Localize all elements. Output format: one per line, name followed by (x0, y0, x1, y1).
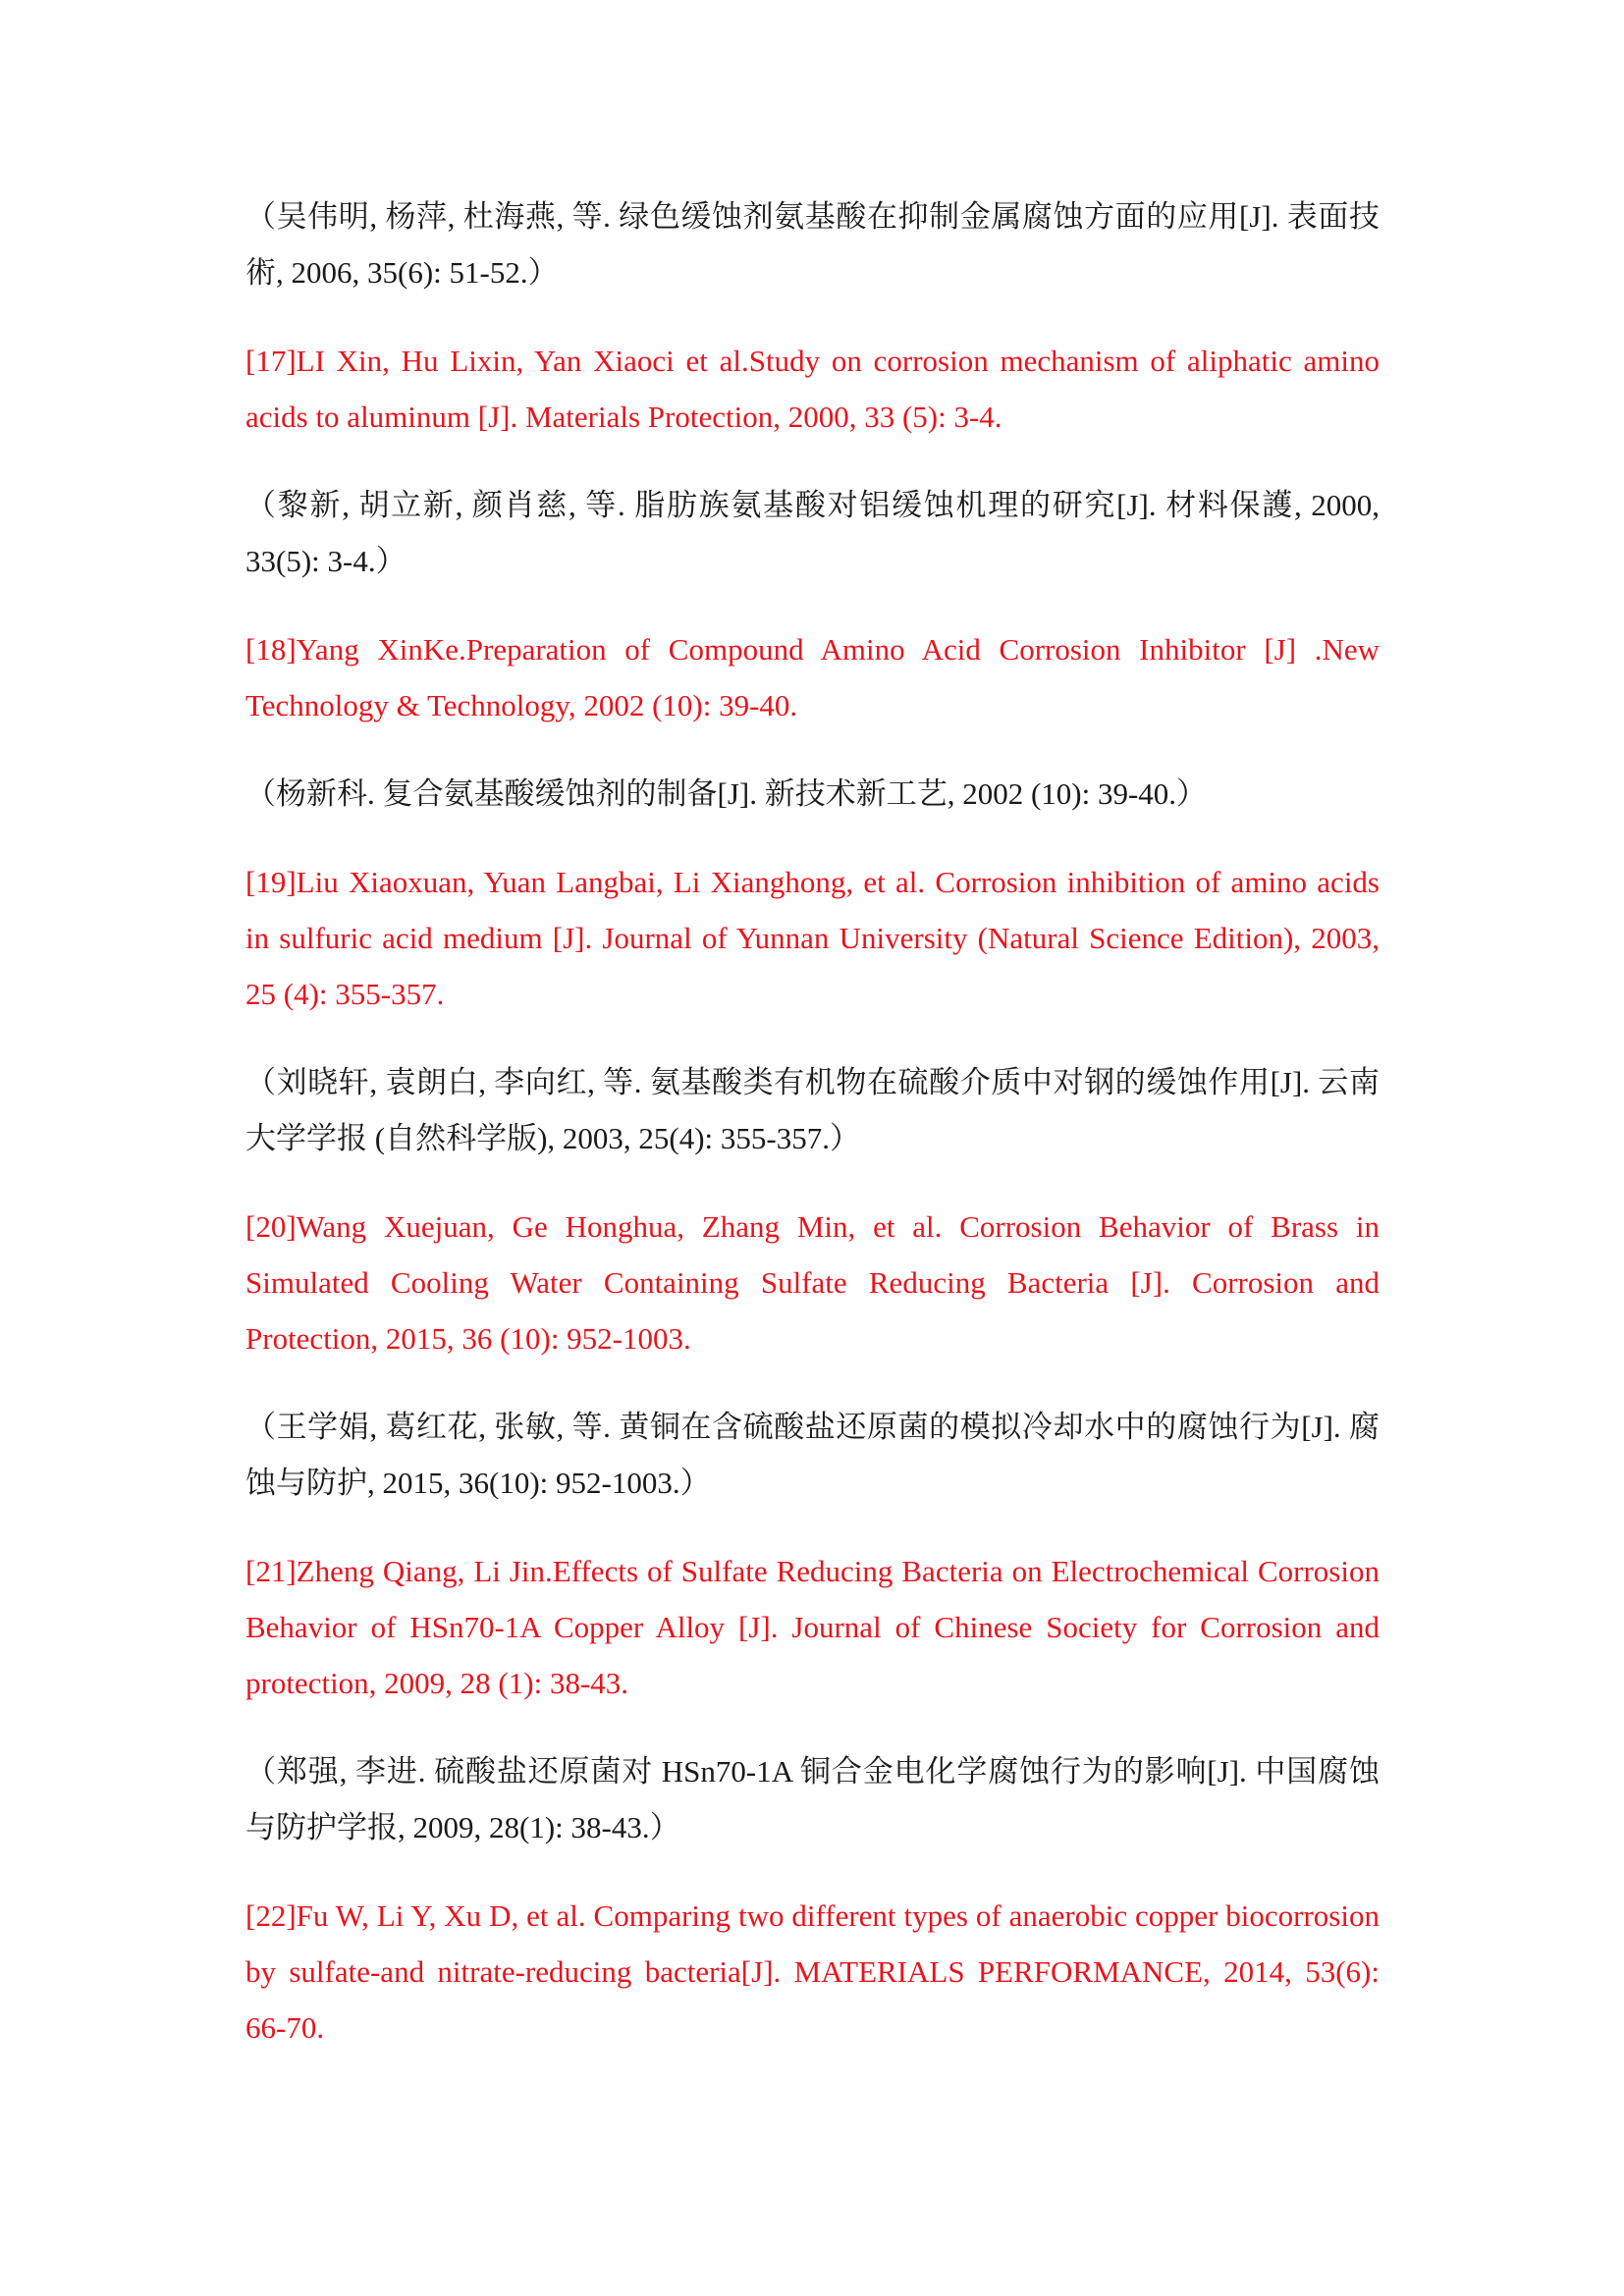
reference-21-english: [21]Zheng Qiang, Li Jin.Effects of Sulfate Reducing Bacteria on Electrochemical Corrosion Behavior of HSn70-1A Copper Alloy [J]. Journal of Chinese Society for Corrosion and protection, 2009, 28 (1): 38-43. (245, 1554, 1380, 1700)
reference-18-english: [18]Yang XinKe.Preparation of Compound Amino Acid Corrosion Inhibitor [J] .New Technology & Technology, 2002 (10): 39-40. (245, 632, 1380, 722)
reference-19-chinese: （刘晓轩, 袁朗白, 李向红, 等. 氨基酸类有机物在硫酸介质中对钢的缓蚀作用[J]. 云南大学学报 (自然科学版), 2003, 25(4): 355-357.） (245, 1065, 1380, 1155)
reference-22-english: [22]Fu W, Li Y, Xu D, et al. Comparing two different types of anaerobic copper biocorrosion by sulfate-and nitrate-reducing bacteria[J]. MATERIALS PERFORMANCE, 2014, 53(6): 66-70. (245, 1898, 1380, 2045)
reference-20-english: [20]Wang Xuejuan, Ge Honghua, Zhang Min, et al. Corrosion Behavior of Brass in Simulated Cooling Water Containing Sulfate Reducing Bacteria [J]. Corrosion and Protection, 2015, 36 (10): 952-1003. (245, 1209, 1380, 1356)
reference-17-chinese: （黎新, 胡立新, 颜肖慈, 等. 脂肪族氨基酸对铝缓蚀机理的研究[J]. 材料保護, 2000, 33(5): 3-4.） (245, 488, 1380, 578)
reference-20-chinese: （王学娟, 葛红花, 张敏, 等. 黄铜在含硫酸盐还原菌的模拟冷却水中的腐蚀行为[J]. 腐蚀与防护, 2015, 36(10): 952-1003.） (245, 1410, 1380, 1500)
reference-16-chinese: （吴伟明, 杨萍, 杜海燕, 等. 绿色缓蚀剂氨基酸在抑制金属腐蚀方面的应用[J]. 表面技術, 2006, 35(6): 51-52.） (245, 199, 1380, 290)
reference-18-chinese: （杨新科. 复合氨基酸缓蚀剂的制备[J]. 新技术新工艺, 2002 (10): 39-40.） (245, 776, 1208, 811)
reference-17-english: [17]LI Xin, Hu Lixin, Yan Xiaoci et al.Study on corrosion mechanism of aliphatic amino acids to aluminum [J]. Materials Protection, 2000, 33 (5): 3-4. (245, 344, 1380, 434)
reference-list (245, 188, 1380, 2056)
reference-21-chinese: （郑强, 李进. 硫酸盐还原菌对 HSn70-1A 铜合金电化学腐蚀行为的影响[J]. 中国腐蚀与防护学报, 2009, 28(1): 38-43.） (245, 1754, 1380, 1844)
reference-19-english: [19]Liu Xiaoxuan, Yuan Langbai, Li Xianghong, et al. Corrosion inhibition of amino acids in sulfuric acid medium [J]. Journal of Yunnan University (Natural Science Edition), 2003, 25 (4): 355-357. (245, 865, 1380, 1011)
